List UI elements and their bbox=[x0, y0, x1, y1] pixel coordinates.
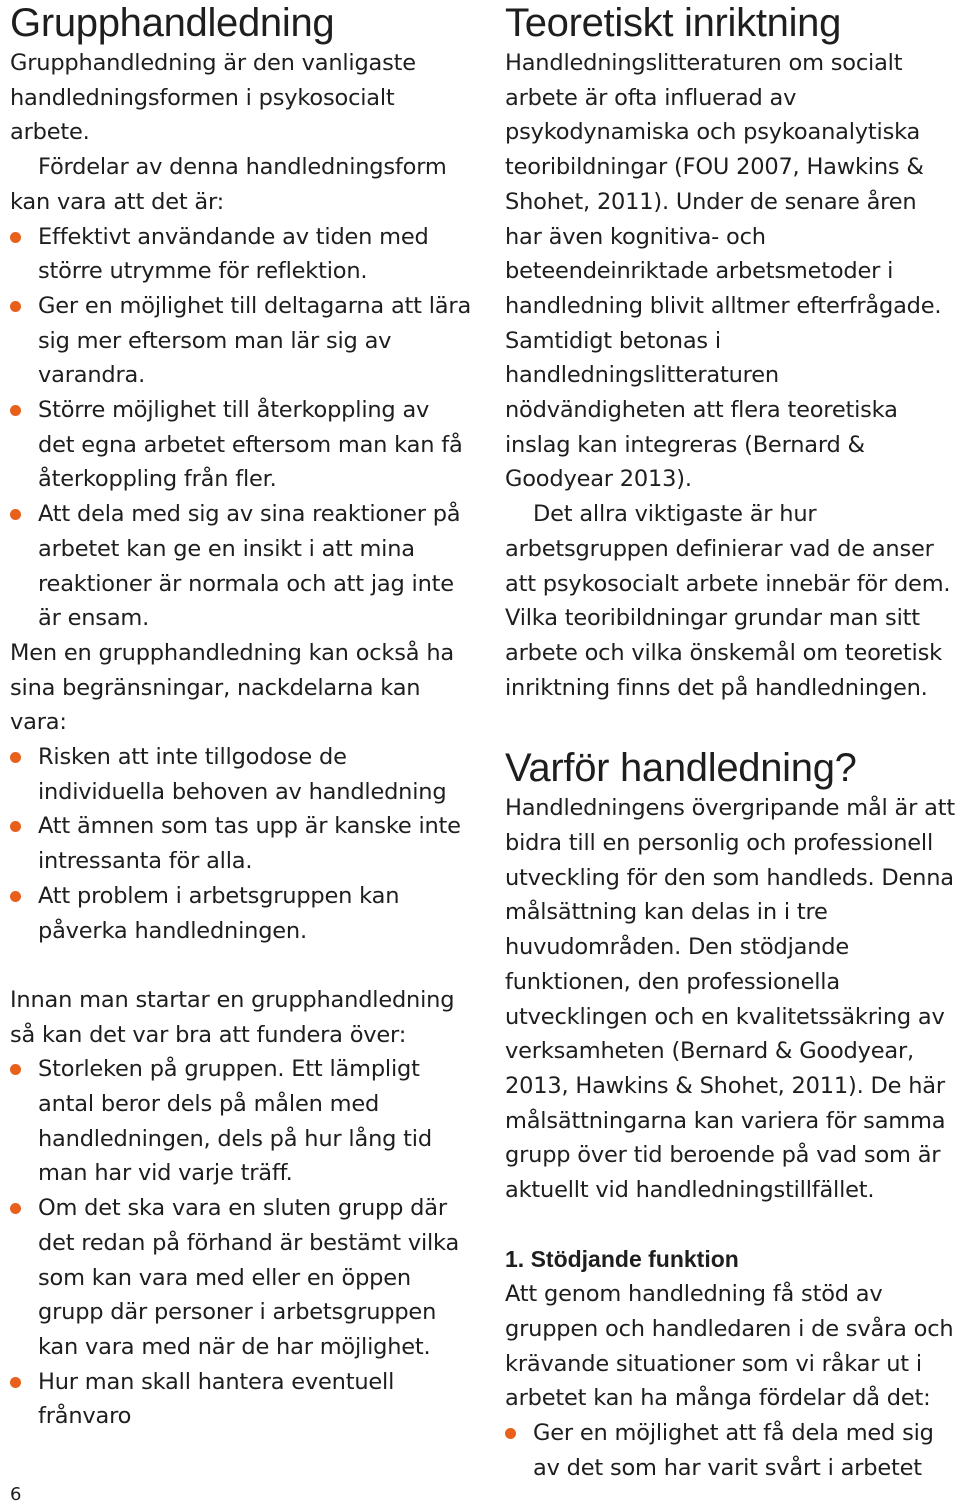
bullet-icon bbox=[505, 1428, 516, 1439]
list-item: Att ämnen som tas upp är kanske inte intressanta för alla. bbox=[10, 809, 472, 878]
bullet-icon bbox=[10, 232, 21, 243]
heading-teoretiskt-inriktning: Teoretiskt inriktning bbox=[505, 1, 842, 45]
list-item: Hur man skall hantera eventuell frånvaro bbox=[10, 1365, 472, 1434]
limitations-intro: Men en grupphandledning kan också ha sina begränsningar, nackdelarna kan vara: bbox=[10, 639, 454, 736]
list-item: Risken att inte tillgodose de individuella behoven av handledning bbox=[10, 740, 472, 809]
bullet-icon bbox=[10, 1064, 21, 1075]
bullet-icon bbox=[10, 405, 21, 416]
right-column bbox=[505, 0, 957, 1485]
spacer bbox=[505, 705, 957, 745]
theory-paragraph: Handledningslitteraturen om socialt arbete är ofta influerad av psykodynamiska och psykoanalytiska teoribildningar (FOU 2007, Hawkins & Shohet, 2011). Under de senare åren har även kognitiva- och beteendeinriktade arbetsmetoder i handledning blivit alltmer efterfrågade. Samtidigt betonas i handledningslitteraturen nödvändigheten att flera teoretiska inslag kan integreras (Bernard & Goodyear 2013). bbox=[505, 50, 942, 493]
limitations-list bbox=[10, 740, 472, 948]
left-column bbox=[10, 0, 472, 1434]
list-item: Att dela med sig av sina reaktioner på arbetet kan ge en insikt i att mina reaktioner är normala och att jag inte är ensam. bbox=[10, 497, 472, 636]
heading-varfor-handledning: Varför handledning? bbox=[505, 746, 857, 791]
spacer bbox=[505, 1208, 957, 1243]
list-item: Ger en möjlighet att få dela med sig av det som har varit svårt i arbetet bbox=[505, 1416, 957, 1485]
subheading-stodjande-funktion: 1. Stödjande funktion bbox=[505, 1246, 739, 1273]
bullet-icon bbox=[10, 891, 21, 902]
heading-grupphandledning: Grupphandledning bbox=[10, 1, 335, 45]
bullet-icon bbox=[10, 821, 21, 832]
bullet-icon bbox=[10, 509, 21, 520]
advantages-intro: Fördelar av denna handledningsform kan vara att det är: bbox=[10, 154, 447, 215]
bullet-icon bbox=[10, 1203, 21, 1214]
goals-paragraph: Handledningens övergripande mål är att bidra till en personlig och professionell utveckling för den som handleds. Denna målsättning kan delas in i tre huvudområden. Den stödjande funktionen, den professionella utvecklingen och en kvalitetssäkring av verksamheten (Bernard & Goodyear, 2013, Hawkins & Shohet, 2011). De här målsättningarna kan variera för samma grupp över tid beroende på vad som är aktuellt vid handledningstillfället. bbox=[505, 795, 955, 1204]
page-number: 6 bbox=[10, 1484, 22, 1505]
advantages-list bbox=[10, 220, 472, 636]
spacer bbox=[10, 948, 472, 983]
list-item: Effektivt användande av tiden med större utrymme för reflektion. bbox=[10, 220, 472, 289]
support-paragraph: Att genom handledning få stöd av gruppen och handledaren i de svåra och krävande situationer som vi råkar ut i arbetet kan ha många fördelar då det: bbox=[505, 1281, 954, 1412]
list-item: Storleken på gruppen. Ett lämpligt antal beror dels på målen med handledningen, dels på hur lång tid man har vid varje träff. bbox=[10, 1052, 472, 1191]
start-intro: Innan man startar en grupphandledning så kan det var bra att fundera över: bbox=[10, 986, 455, 1048]
bullet-icon bbox=[10, 301, 21, 312]
list-item: Ger en möjlighet till deltagarna att lära sig mer eftersom man lär sig av varandra. bbox=[10, 289, 472, 393]
intro-paragraph: Grupphandledning är den vanligaste handledningsformen i psykosocialt arbete. bbox=[10, 50, 416, 146]
list-item: Om det ska vara en sluten grupp där det redan på förhand är bestämt vilka som kan vara med eller en öppen grupp där personer i arbetsgruppen kan vara med när de har möjlighet. bbox=[10, 1191, 472, 1365]
bullet-icon bbox=[10, 1377, 21, 1388]
list-item: Att problem i arbetsgruppen kan påverka handledningen. bbox=[10, 879, 472, 948]
start-list bbox=[10, 1052, 472, 1434]
workgroup-paragraph: Det allra viktigaste är hur arbetsgruppen definierar vad de anser att psykosocialt arbete innebär för dem. Vilka teoribildningar grundar man sitt arbete och vilka önskemål om teoretisk inriktning finns det på handledningen. bbox=[505, 501, 951, 701]
list-item: Större möjlighet till återkoppling av det egna arbetet eftersom man kan få återkoppling från fler. bbox=[10, 393, 472, 497]
bullet-icon bbox=[10, 752, 21, 763]
support-list bbox=[505, 1416, 957, 1485]
